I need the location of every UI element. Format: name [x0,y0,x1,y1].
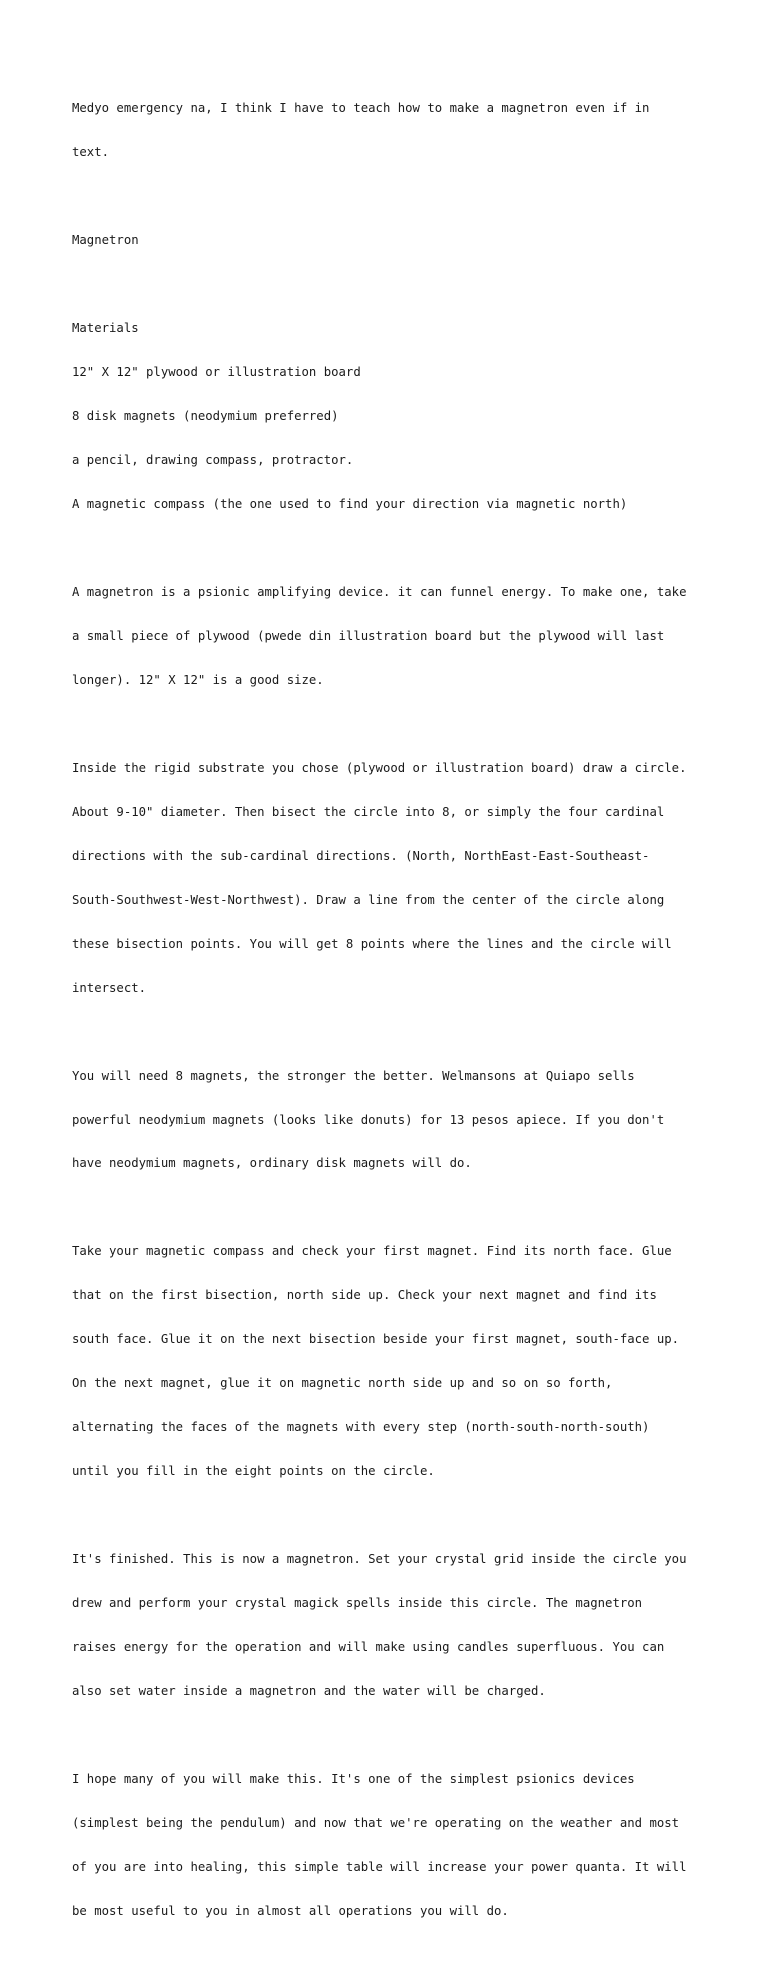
materials-list [72,292,712,541]
text-line: of you are into healing, this simple table will increase your power quanta. It will [72,1859,687,1874]
closing-paragraph [72,1743,712,1948]
text-line: be most useful to you in almost all operations you will do. [72,1903,509,1918]
text-line: these bisection points. You will get 8 points where the lines and the circle will [72,936,672,951]
text-line: Medyo emergency na, I think I have to teach how to make a magnetron even if in [72,101,650,116]
text-line: On the next magnet, glue it on magnetic north side up and so on so forth, [72,1376,613,1391]
text-line: intersect. [72,980,147,995]
text-line: Inside the rigid substrate you chose (plywood or illustration board) draw a circle. [72,760,687,775]
circle-instructions-paragraph [72,731,712,1024]
text-line: a small piece of plywood (pwede din illustration board but the plywood will last [72,628,665,643]
text-line: South-Southwest-West-Northwest). Draw a line from the center of the circle along [72,892,665,907]
text-line: A magnetron is a psionic amplifying device. it can funnel energy. To make one, take [72,584,687,599]
text-line: You will need 8 magnets, the stronger the better. Welmansons at Quiapo sells [72,1068,635,1083]
text-line: longer). 12" X 12" is a good size. [72,672,324,687]
intro-paragraph [72,72,712,189]
finished-paragraph [72,1523,712,1728]
text-line: drew and perform your crystal magick spells inside this circle. The magnetron [72,1596,643,1611]
materials-heading: Materials [72,321,139,336]
materials-item: a pencil, drawing compass, protractor. [72,453,354,468]
text-line: I hope many of you will make this. It's one of the simplest psionics devices [72,1772,635,1786]
materials-item: 8 disk magnets (neodymium preferred) [72,409,339,424]
text-line: (simplest being the pendulum) and now that we're operating on the weather and most [72,1815,680,1830]
document-page [72,72,712,1963]
text-line: text. [72,145,110,160]
text-line: until you fill in the eight points on the circle. [72,1464,435,1479]
text-line: also set water inside a magnetron and the water will be charged. [72,1684,546,1699]
text-line: have neodymium magnets, ordinary disk magnets will do. [72,1156,472,1171]
description-paragraph [72,556,712,717]
text-line: About 9-10" diameter. Then bisect the circle into 8, or simply the four cardinal [72,804,665,819]
magnets-paragraph [72,1039,712,1200]
text-line: that on the first bisection, north side up. Check your next magnet and find its [72,1288,657,1303]
text-line: powerful neodymium magnets (looks like donuts) for 13 pesos apiece. If you don't [72,1112,665,1127]
text-line: Magnetron [72,233,139,248]
text-line: directions with the sub-cardinal directions. (North, NorthEast-East-Southeast- [72,848,650,863]
text-line: Take your magnetic compass and check your first magnet. Find its north face. Glue [72,1244,672,1259]
text-line: It's finished. This is now a magnetron. Set your crystal grid inside the circle you [72,1552,687,1567]
materials-item: 12" X 12" plywood or illustration board [72,365,361,380]
document-title [72,204,712,277]
text-line: alternating the faces of the magnets with every step (north-south-north-south) [72,1420,650,1435]
text-line: south face. Glue it on the next bisection beside your first magnet, south-face up. [72,1332,680,1347]
gluing-instructions-paragraph [72,1215,712,1508]
text-line: raises energy for the operation and will make using candles superfluous. You can [72,1640,665,1655]
materials-item: A magnetic compass (the one used to find your direction via magnetic north) [72,497,628,511]
